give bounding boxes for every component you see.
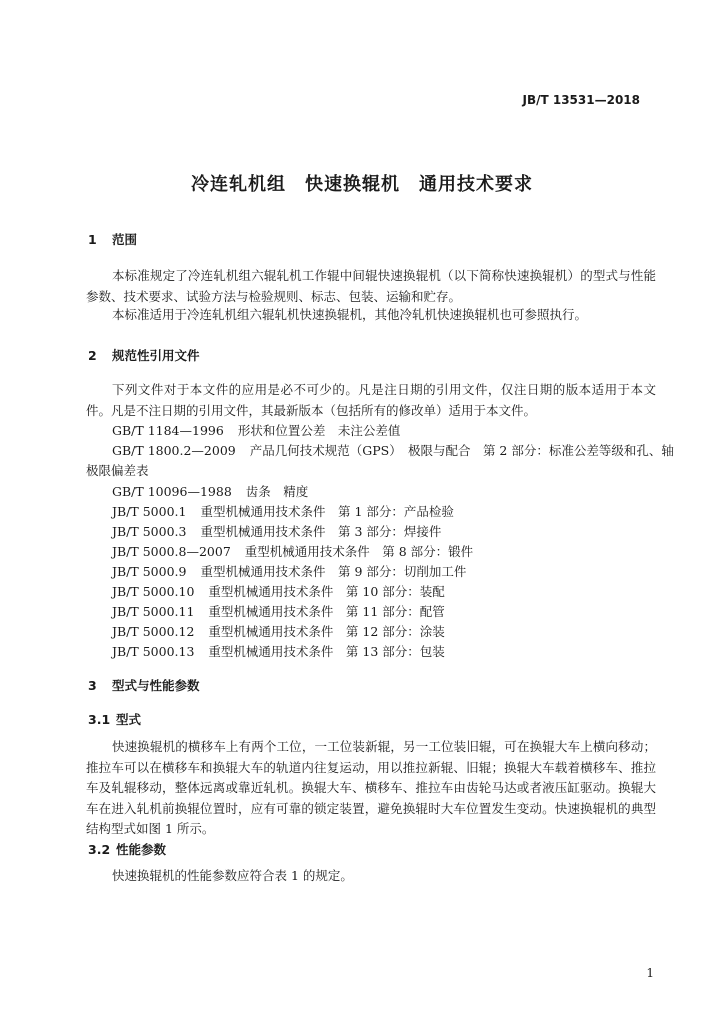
- reference-code: JB/T 5000.8—2007: [112, 544, 231, 559]
- subsection-number: 3.1: [88, 712, 111, 727]
- section-3-heading: [88, 676, 200, 694]
- reference-code: GB/T 1184—1996: [112, 423, 224, 438]
- standard-number: JB/T 13531—2018: [522, 93, 640, 107]
- reference-title: 重型机械通用技术条件 第 8 部分：锻件: [244, 544, 474, 559]
- reference-title: 重型机械通用技术条件 第 11 部分：配管: [208, 604, 445, 619]
- reference-title: 重型机械通用技术条件 第 13 部分：包装: [208, 644, 445, 659]
- reference-code: JB/T 5000.3: [112, 524, 187, 539]
- reference-title: 重型机械通用技术条件 第 9 部分：切削加工件: [200, 564, 467, 579]
- section-2-heading: [88, 346, 200, 364]
- section-number: 2: [88, 348, 97, 363]
- section-title: 范围: [112, 232, 138, 247]
- reference-item: [112, 522, 441, 540]
- reference-item: [112, 582, 445, 600]
- subsection-title: 型式: [116, 712, 142, 727]
- reference-code: JB/T 5000.1: [112, 504, 187, 519]
- reference-item: [112, 622, 445, 640]
- reference-title: 重型机械通用技术条件 第 12 部分：涂装: [208, 624, 445, 639]
- reference-title: 产品几何技术规范（GPS） 极限与配合 第 2 部分：标准公差等级和孔、轴: [249, 443, 674, 458]
- subsection-title: 性能参数: [116, 842, 167, 857]
- reference-title: 重型机械通用技术条件 第 3 部分：焊接件: [200, 524, 442, 539]
- reference-title: 重型机械通用技术条件 第 10 部分：装配: [208, 584, 445, 599]
- subsection-3-2-paragraph: 快速换辊机的性能参数应符合表 1 的规定。: [112, 868, 353, 883]
- reference-code: JB/T 5000.11: [112, 604, 195, 619]
- reference-item: [112, 502, 454, 520]
- subsection-number: 3.2: [88, 842, 111, 857]
- reference-title: 重型机械通用技术条件 第 1 部分：产品检验: [200, 504, 454, 519]
- reference-item: [112, 441, 674, 459]
- section-number: 3: [88, 678, 97, 693]
- reference-item-continuation: [86, 461, 149, 479]
- subsection-3-1-heading: [88, 710, 141, 728]
- reference-title: 极限偏差表: [86, 463, 149, 478]
- section-title: 规范性引用文件: [112, 348, 200, 363]
- reference-item: [112, 421, 400, 439]
- reference-code: JB/T 5000.10: [112, 584, 195, 599]
- section-2-intro: 下列文件对于本文件的应用是必不可少的。凡是注日期的引用文件，仅注日期的版本适用于本文件。凡是不注日期的引用文件，其最新版本（包括所有的修改单）适用于本文件。: [86, 382, 656, 418]
- subsection-3-1-paragraph: 快速换辊机的横移车上有两个工位，一工位装新辊，另一工位装旧辊，可在换辊大车上横向移动；推拉车可以在横移车和换辊大车的轨道内往复运动，用以推拉新辊、旧辊；换辊大车载着横移车、推拉车及轧辊移动，整体远离或靠近轧机。换辊大车、横移车、推拉车由齿轮马达或者液压缸驱动。换辊大车在进入轧机前换辊位置时，应有可靠的锁定装置，避免换辊时大车位置发生变动。快速换辊机的典型结构型式如图 1 所示。: [86, 739, 656, 836]
- reference-item: [112, 562, 466, 580]
- reference-title: 形状和位置公差 未注公差值: [237, 423, 401, 438]
- reference-code: JB/T 5000.13: [112, 644, 195, 659]
- reference-code: GB/T 10096—1988: [112, 484, 232, 499]
- subsection-3-2-heading: [88, 840, 166, 858]
- section-1-heading: [88, 230, 137, 248]
- section-1-paragraph-1: 本标准规定了冷连轧机组六辊轧机工作辊中间辊快速换辊机（以下简称快速换辊机）的型式与性能参数、技术要求、试验方法与检验规则、标志、包装、运输和贮存。: [86, 268, 656, 304]
- reference-title: 齿条 精度: [245, 484, 309, 499]
- reference-item: [112, 482, 308, 500]
- reference-item: [112, 642, 445, 660]
- reference-code: JB/T 5000.12: [112, 624, 195, 639]
- document-title: 冷连轧机组 快速换辊机 通用技术要求: [191, 174, 533, 195]
- reference-code: JB/T 5000.9: [112, 564, 187, 579]
- section-number: 1: [88, 232, 97, 247]
- reference-item: [112, 542, 473, 560]
- reference-item: [112, 602, 445, 620]
- section-title: 型式与性能参数: [112, 678, 200, 693]
- section-1-paragraph-2: 本标准适用于冷连轧机组六辊轧机快速换辊机，其他冷轧机快速换辊机也可参照执行。: [112, 307, 588, 322]
- page-number: 1: [646, 966, 654, 980]
- reference-code: GB/T 1800.2—2009: [112, 443, 236, 458]
